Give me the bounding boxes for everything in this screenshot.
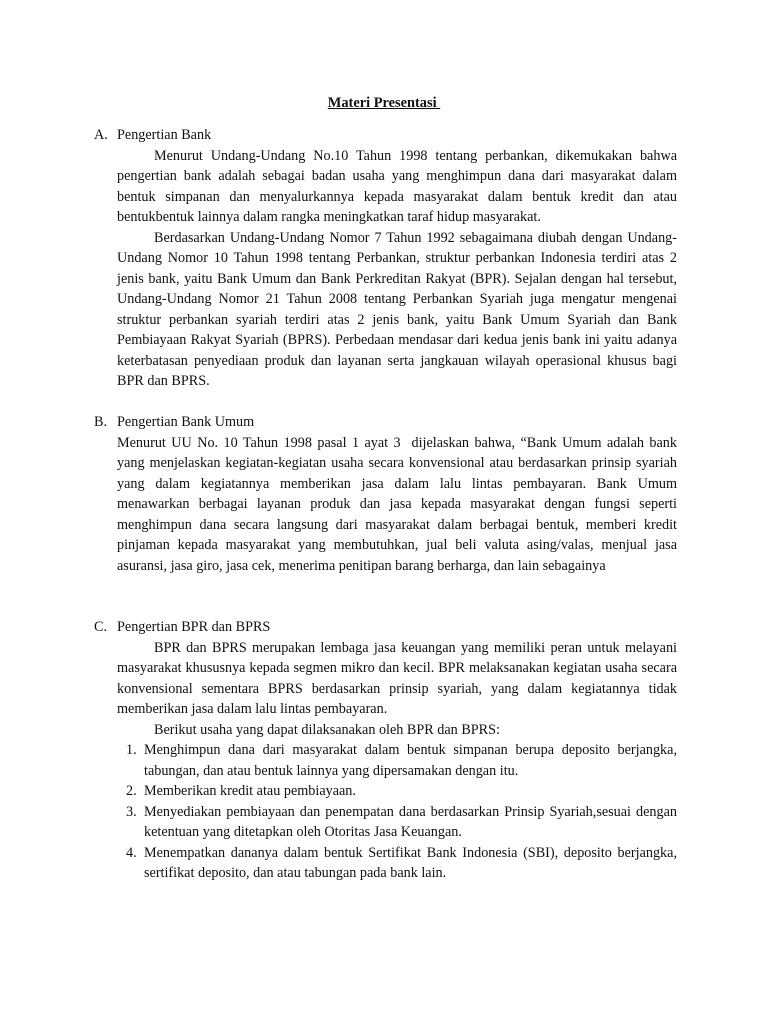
section-pengertian-bank [94,125,677,392]
list-number: 3. [126,803,137,820]
list-number: 1. [126,742,137,758]
section-letter: C. [94,619,108,635]
paragraph: Menurut UU No. 10 Tahun 1998 pasal 1 ayat 3 dijelaskan bahwa, “Bank Umum adalah bank yang menjelaskan kegiatan-kegiatan usaha secara konvensional atau berdasarkan prinsip syariah yang dalam kegiatannya memberikan jasa dalam lalu lintas pembayaran. Bank Umum menawarkan berbagai layanan produk dan jasa kepada masyarakat dengan fungsi seperti menghimpun dana secara langsung dari masyarakat dalam berbagai bentuk, memberi kredit pinjaman kepada masyarakat yang membutuhkan, jual beli valuta asing/valas, menjual jasa asuransi, jasa giro, jasa cek, menerima penitipan barang berharga, dan lain sebagainya [117,434,681,574]
section-title: Pengertian Bank Umum [117,414,255,430]
section-body [117,146,677,392]
paragraph: BPR dan BPRS merupakan lembaga jasa keuangan yang memiliki peran untuk melayani masyarakat khususnya kepada segmen mikro dan kecil. BPR melaksanakan kegiatan usaha secara konvensional sementara BPRS berdasarkan prinsip syariah, yang dalam kegiatannya tidak memberikan jasa dalam lalu lintas pembayaran. [117,639,677,717]
section-body [117,433,681,577]
list-text: Memberikan kredit atau pembiayaan. [144,783,356,799]
section-heading [94,617,677,638]
list-item [117,740,677,781]
list-item [117,781,677,802]
section-title: Pengertian Bank [117,127,212,143]
list-text: Menghimpun dana dari masyarakat dalam bentuk simpanan berupa deposito berjangka, tabungan, dan atau bentuk lainnya yang dipersamakan dengan itu. [144,742,677,779]
list-item [117,843,677,884]
section-pengertian-bpr-bprs [94,617,677,884]
section-heading [94,125,677,146]
section-letter: B. [94,414,108,430]
section-body [117,638,677,741]
section-pengertian-bank-umum [94,412,681,576]
paragraph: Berdasarkan Undang-Undang Nomor 7 Tahun 1992 sebagaimana diubah dengan Undang-Undang Nomor 10 Tahun 1998 tentang Perbankan, struktur perbankan Indonesia terdiri atas 2 jenis bank, yaitu Bank Umum dan Bank Perkreditan Rakyat (BPR). Sejalan dengan hal tersebut, Undang-Undang Nomor 21 Tahun 2008 tentang Perbankan Syariah juga mengatur mengenai struktur perbankan syariah terdiri atas 2 jenis bank, yaitu Bank Umum Syariah dan Bank Pembiayaan Rakyat Syariah (BPRS). Perbedaan mendasar dari kedua jenis bank ini yaitu adanya keterbatasan penyediaan produk dan layanan serta jangkauan wilayah operasional khusus bagi BPR dan BPRS. [117,229,677,389]
page-title: Materi Presentasi [327,95,441,111]
section-title: Pengertian BPR dan BPRS [117,619,271,635]
paragraph: Berikut usaha yang dapat dilaksanakan oleh BPR dan BPRS: [154,721,500,738]
section-letter: A. [94,127,108,143]
list-text: Menyediakan pembiayaan dan penempatan dana berdasarkan Prinsip Syariah,sesuai dengan ketentuan yang ditetapkan oleh Otoritas Jasa Keuangan. [144,803,677,840]
section-heading [94,412,677,433]
numbered-list [117,740,677,884]
paragraph: Menurut Undang-Undang No.10 Tahun 1998 tentang perbankan, dikemukakan bahwa pengertian bank adalah sebagai badan usaha yang menghimpun dana dari masyarakat dalam bentuk simpanan dan menyalurkannya kepada masyarakat dalam bentuk kredit dan atau bentukbentuk lainnya dalam rangka meningkatkan taraf hidup masyarakat. [117,147,677,225]
list-text: Menempatkan dananya dalam bentuk Sertifikat Bank Indonesia (SBI), deposito berjangka, sertifikat deposito, dan atau tabungan pada bank lain. [144,844,677,881]
list-number: 2. [126,783,137,799]
list-item [117,802,677,843]
list-number: 4. [126,844,137,861]
